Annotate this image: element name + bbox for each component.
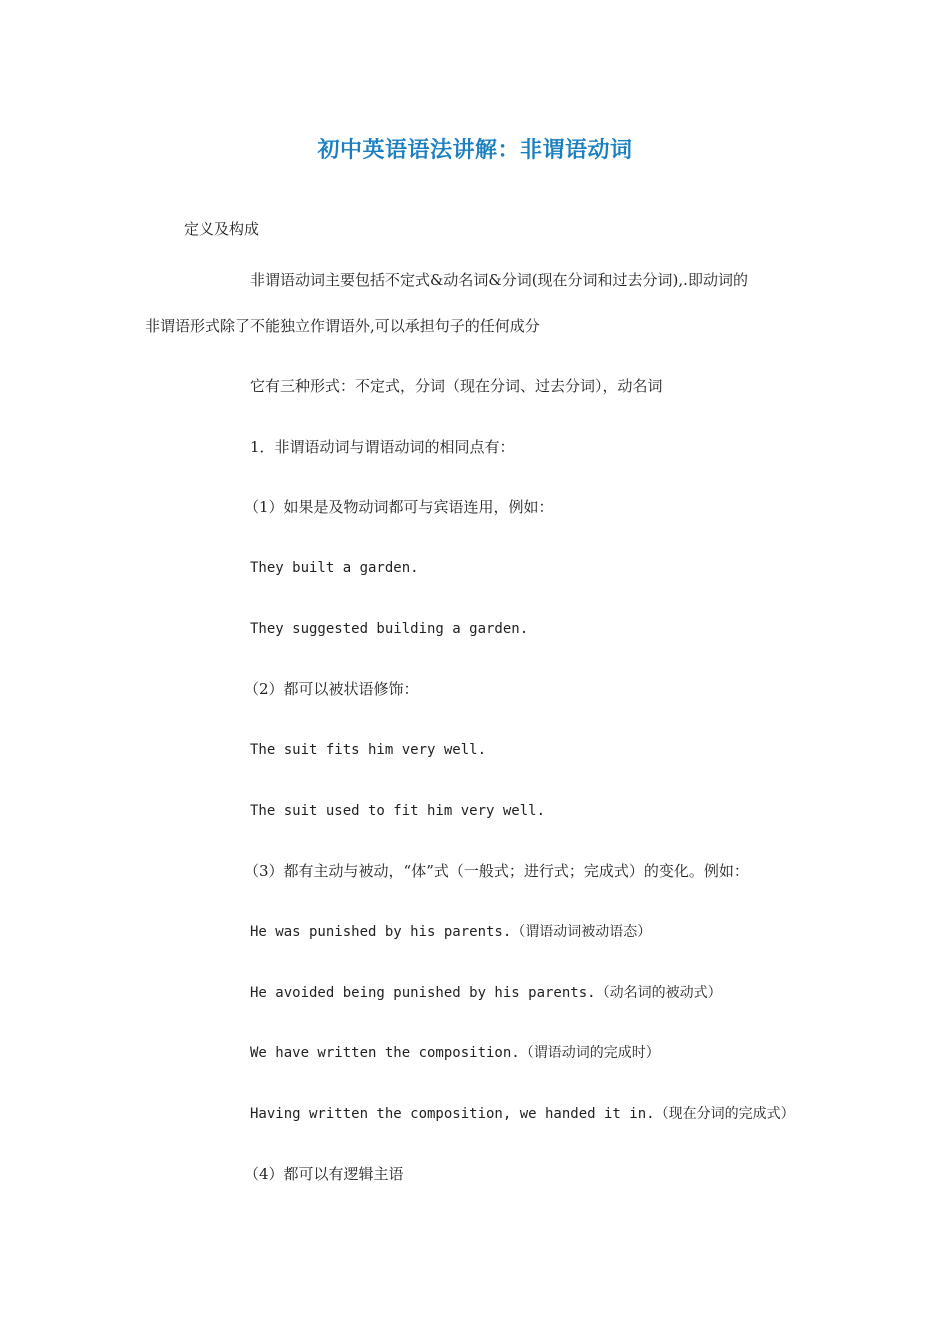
example-sentence: The suit used to fit him very well.	[250, 803, 546, 819]
point-1-heading: 1．非谓语动词与谓语动词的相同点有：	[250, 438, 515, 456]
subpoint-3: （3）都有主动与被动，“体”式（一般式；进行式；完成式）的变化。例如：	[244, 862, 749, 880]
example-sentence: They suggested building a garden.	[250, 621, 529, 637]
example-sentence: We have written the composition.（谓语动词的完成时）	[250, 1045, 660, 1061]
forms-paragraph: 它有三种形式：不定式，分词（现在分词、过去分词），动名词	[250, 377, 663, 395]
subpoint-1: （1）如果是及物动词都可与宾语连用，例如：	[244, 498, 554, 516]
example-sentence: He avoided being punished by his parents.（动名词的被动式）	[250, 985, 722, 1001]
subpoint-2: （2）都可以被状语修饰：	[244, 680, 419, 698]
intro-paragraph-line-2: 非谓语形式除了不能独立作谓语外,可以承担句子的任何成分	[145, 317, 540, 335]
section-heading: 定义及构成	[184, 220, 260, 238]
document-title: 初中英语语法讲解：非谓语动词	[317, 137, 633, 163]
example-sentence: The suit fits him very well.	[250, 742, 487, 758]
subpoint-4: （4）都可以有逻辑主语	[244, 1165, 404, 1183]
example-sentence: Having written the composition, we handed it in.（现在分词的完成式）	[250, 1106, 795, 1122]
intro-paragraph-line-1: 非谓语动词主要包括不定式&动名词&分词(现在分词和过去分词),.即动词的	[250, 271, 748, 289]
example-sentence: They built a garden.	[250, 560, 419, 576]
example-sentence: He was punished by his parents.（谓语动词被动语态）	[250, 924, 652, 940]
